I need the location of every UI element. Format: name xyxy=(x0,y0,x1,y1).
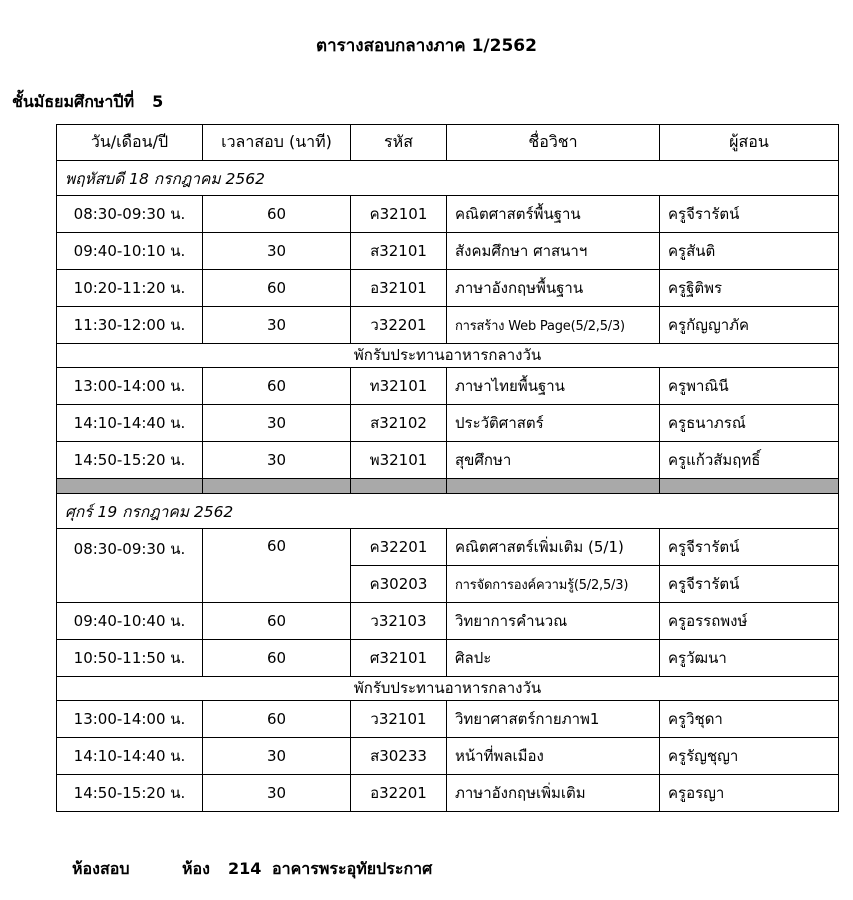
separator-cell xyxy=(351,479,447,494)
subject-name: หน้าที่พลเมือง xyxy=(447,738,660,775)
grade-label: ชั้นมัธยมศึกษาปีที่ xyxy=(12,92,135,111)
exam-time: 14:50-15:20 น. xyxy=(57,442,203,479)
exam-time: 10:20-11:20 น. xyxy=(57,270,203,307)
lunch-break-label: พักรับประทานอาหารกลางวัน xyxy=(57,344,839,368)
room-word: ห้อง xyxy=(182,859,210,878)
course-code: ส32102 xyxy=(351,405,447,442)
subject-name: สังคมศึกษา ศาสนาฯ xyxy=(447,233,660,270)
course-code: อ32201 xyxy=(351,775,447,812)
teacher-name: ครูแก้วสัมฤทธิ์ xyxy=(660,442,839,479)
exam-duration: 60 xyxy=(203,603,351,640)
separator-cell xyxy=(203,479,351,494)
table-row xyxy=(57,442,839,479)
exam-duration: 60 xyxy=(203,368,351,405)
exam-time: 14:10-14:40 น. xyxy=(57,738,203,775)
subject-name: การจัดการองค์ความรู้(5/2,5/3) xyxy=(447,566,660,603)
teacher-name: ครูวิชุดา xyxy=(660,701,839,738)
table-row xyxy=(57,738,839,775)
course-code: ค32101 xyxy=(351,196,447,233)
course-code: ว32103 xyxy=(351,603,447,640)
course-code: ส30233 xyxy=(351,738,447,775)
table-row xyxy=(57,529,839,566)
day-label: พฤหัสบดี 18 กรกฎาคม 2562 xyxy=(57,161,839,196)
header-code: รหัส xyxy=(351,125,447,161)
exam-duration: 60 xyxy=(203,701,351,738)
table-row xyxy=(57,405,839,442)
teacher-name: ครูธนาภรณ์ xyxy=(660,405,839,442)
course-code: พ32101 xyxy=(351,442,447,479)
day-header-row xyxy=(57,161,839,196)
exam-duration: 60 xyxy=(203,270,351,307)
subject-name: สุขศึกษา xyxy=(447,442,660,479)
exam-time: 08:30-09:30 น. xyxy=(57,196,203,233)
header-teacher: ผู้สอน xyxy=(660,125,839,161)
grade-line xyxy=(12,90,163,115)
course-code: ท32101 xyxy=(351,368,447,405)
subject-name: วิทยาศาสตร์กายภาพ1 xyxy=(447,701,660,738)
table-row xyxy=(57,233,839,270)
exam-time: 11:30-12:00 น. xyxy=(57,307,203,344)
building-name: อาคารพระอุทัยประกาศ xyxy=(272,859,433,878)
table-row xyxy=(57,307,839,344)
table-row xyxy=(57,775,839,812)
teacher-name: ครูอรญา xyxy=(660,775,839,812)
subject-name: ประวัติศาสตร์ xyxy=(447,405,660,442)
header-row xyxy=(57,125,839,161)
day-separator-row xyxy=(57,479,839,494)
separator-cell xyxy=(660,479,839,494)
exam-duration: 60 xyxy=(203,529,351,603)
subject-name: คณิตศาสตร์เพิ่มเติม (5/1) xyxy=(447,529,660,566)
subject-name: ภาษาไทยพื้นฐาน xyxy=(447,368,660,405)
table-row xyxy=(57,368,839,405)
exam-time: 13:00-14:00 น. xyxy=(57,701,203,738)
day-header-row xyxy=(57,494,839,529)
course-code: ว32101 xyxy=(351,701,447,738)
exam-duration: 30 xyxy=(203,442,351,479)
teacher-name: ครูฐิติพร xyxy=(660,270,839,307)
header-date: วัน/เดือน/ปี xyxy=(57,125,203,161)
subject-name: ภาษาอังกฤษพื้นฐาน xyxy=(447,270,660,307)
exam-duration: 60 xyxy=(203,640,351,677)
exam-duration: 30 xyxy=(203,307,351,344)
separator-cell xyxy=(447,479,660,494)
teacher-name: ครูกัญญาภัค xyxy=(660,307,839,344)
exam-duration: 30 xyxy=(203,233,351,270)
course-code: ค30203 xyxy=(351,566,447,603)
teacher-name: ครูพาณินี xyxy=(660,368,839,405)
course-code: อ32101 xyxy=(351,270,447,307)
teacher-name: ครูจีรารัตน์ xyxy=(660,196,839,233)
teacher-name: ครูอรรถพงษ์ xyxy=(660,603,839,640)
course-code: ค32201 xyxy=(351,529,447,566)
teacher-name: ครูรัญชุญา xyxy=(660,738,839,775)
room-number: 214 xyxy=(228,859,262,878)
course-code: ว32201 xyxy=(351,307,447,344)
teacher-name: ครูสันติ xyxy=(660,233,839,270)
day-label: ศุกร์ 19 กรกฎาคม 2562 xyxy=(57,494,839,529)
exam-time: 14:10-14:40 น. xyxy=(57,405,203,442)
header-duration: เวลาสอบ (นาที) xyxy=(203,125,351,161)
exam-time: 09:40-10:10 น. xyxy=(57,233,203,270)
exam-schedule-table xyxy=(56,124,839,812)
table-row xyxy=(57,640,839,677)
teacher-name: ครูจีรารัตน์ xyxy=(660,529,839,566)
exam-time: 08:30-09:30 น. xyxy=(57,529,203,603)
table-row xyxy=(57,270,839,307)
exam-duration: 30 xyxy=(203,405,351,442)
exam-duration: 60 xyxy=(203,196,351,233)
exam-time: 14:50-15:20 น. xyxy=(57,775,203,812)
separator-cell xyxy=(57,479,203,494)
teacher-name: ครูจีรารัตน์ xyxy=(660,566,839,603)
lunch-break-label: พักรับประทานอาหารกลางวัน xyxy=(57,677,839,701)
header-subject: ชื่อวิชา xyxy=(447,125,660,161)
subject-name: คณิตศาสตร์พื้นฐาน xyxy=(447,196,660,233)
table-row xyxy=(57,196,839,233)
exam-time: 10:50-11:50 น. xyxy=(57,640,203,677)
subject-name: การสร้าง Web Page(5/2,5/3) xyxy=(447,307,660,344)
table-row xyxy=(57,603,839,640)
grade-value: 5 xyxy=(152,92,164,111)
exam-time: 09:40-10:40 น. xyxy=(57,603,203,640)
page-title: ตารางสอบกลางภาค 1/2562 xyxy=(316,36,537,56)
exam-room-line xyxy=(72,857,432,882)
course-code: ศ32101 xyxy=(351,640,447,677)
room-label: ห้องสอบ xyxy=(72,859,130,878)
lunch-break-row xyxy=(57,677,839,701)
table-row xyxy=(57,701,839,738)
course-code: ส32101 xyxy=(351,233,447,270)
teacher-name: ครูวัฒนา xyxy=(660,640,839,677)
lunch-break-row xyxy=(57,344,839,368)
exam-duration: 30 xyxy=(203,775,351,812)
exam-time: 13:00-14:00 น. xyxy=(57,368,203,405)
subject-name: ศิลปะ xyxy=(447,640,660,677)
subject-name: วิทยาการคำนวณ xyxy=(447,603,660,640)
subject-name: ภาษาอังกฤษเพิ่มเติม xyxy=(447,775,660,812)
exam-duration: 30 xyxy=(203,738,351,775)
